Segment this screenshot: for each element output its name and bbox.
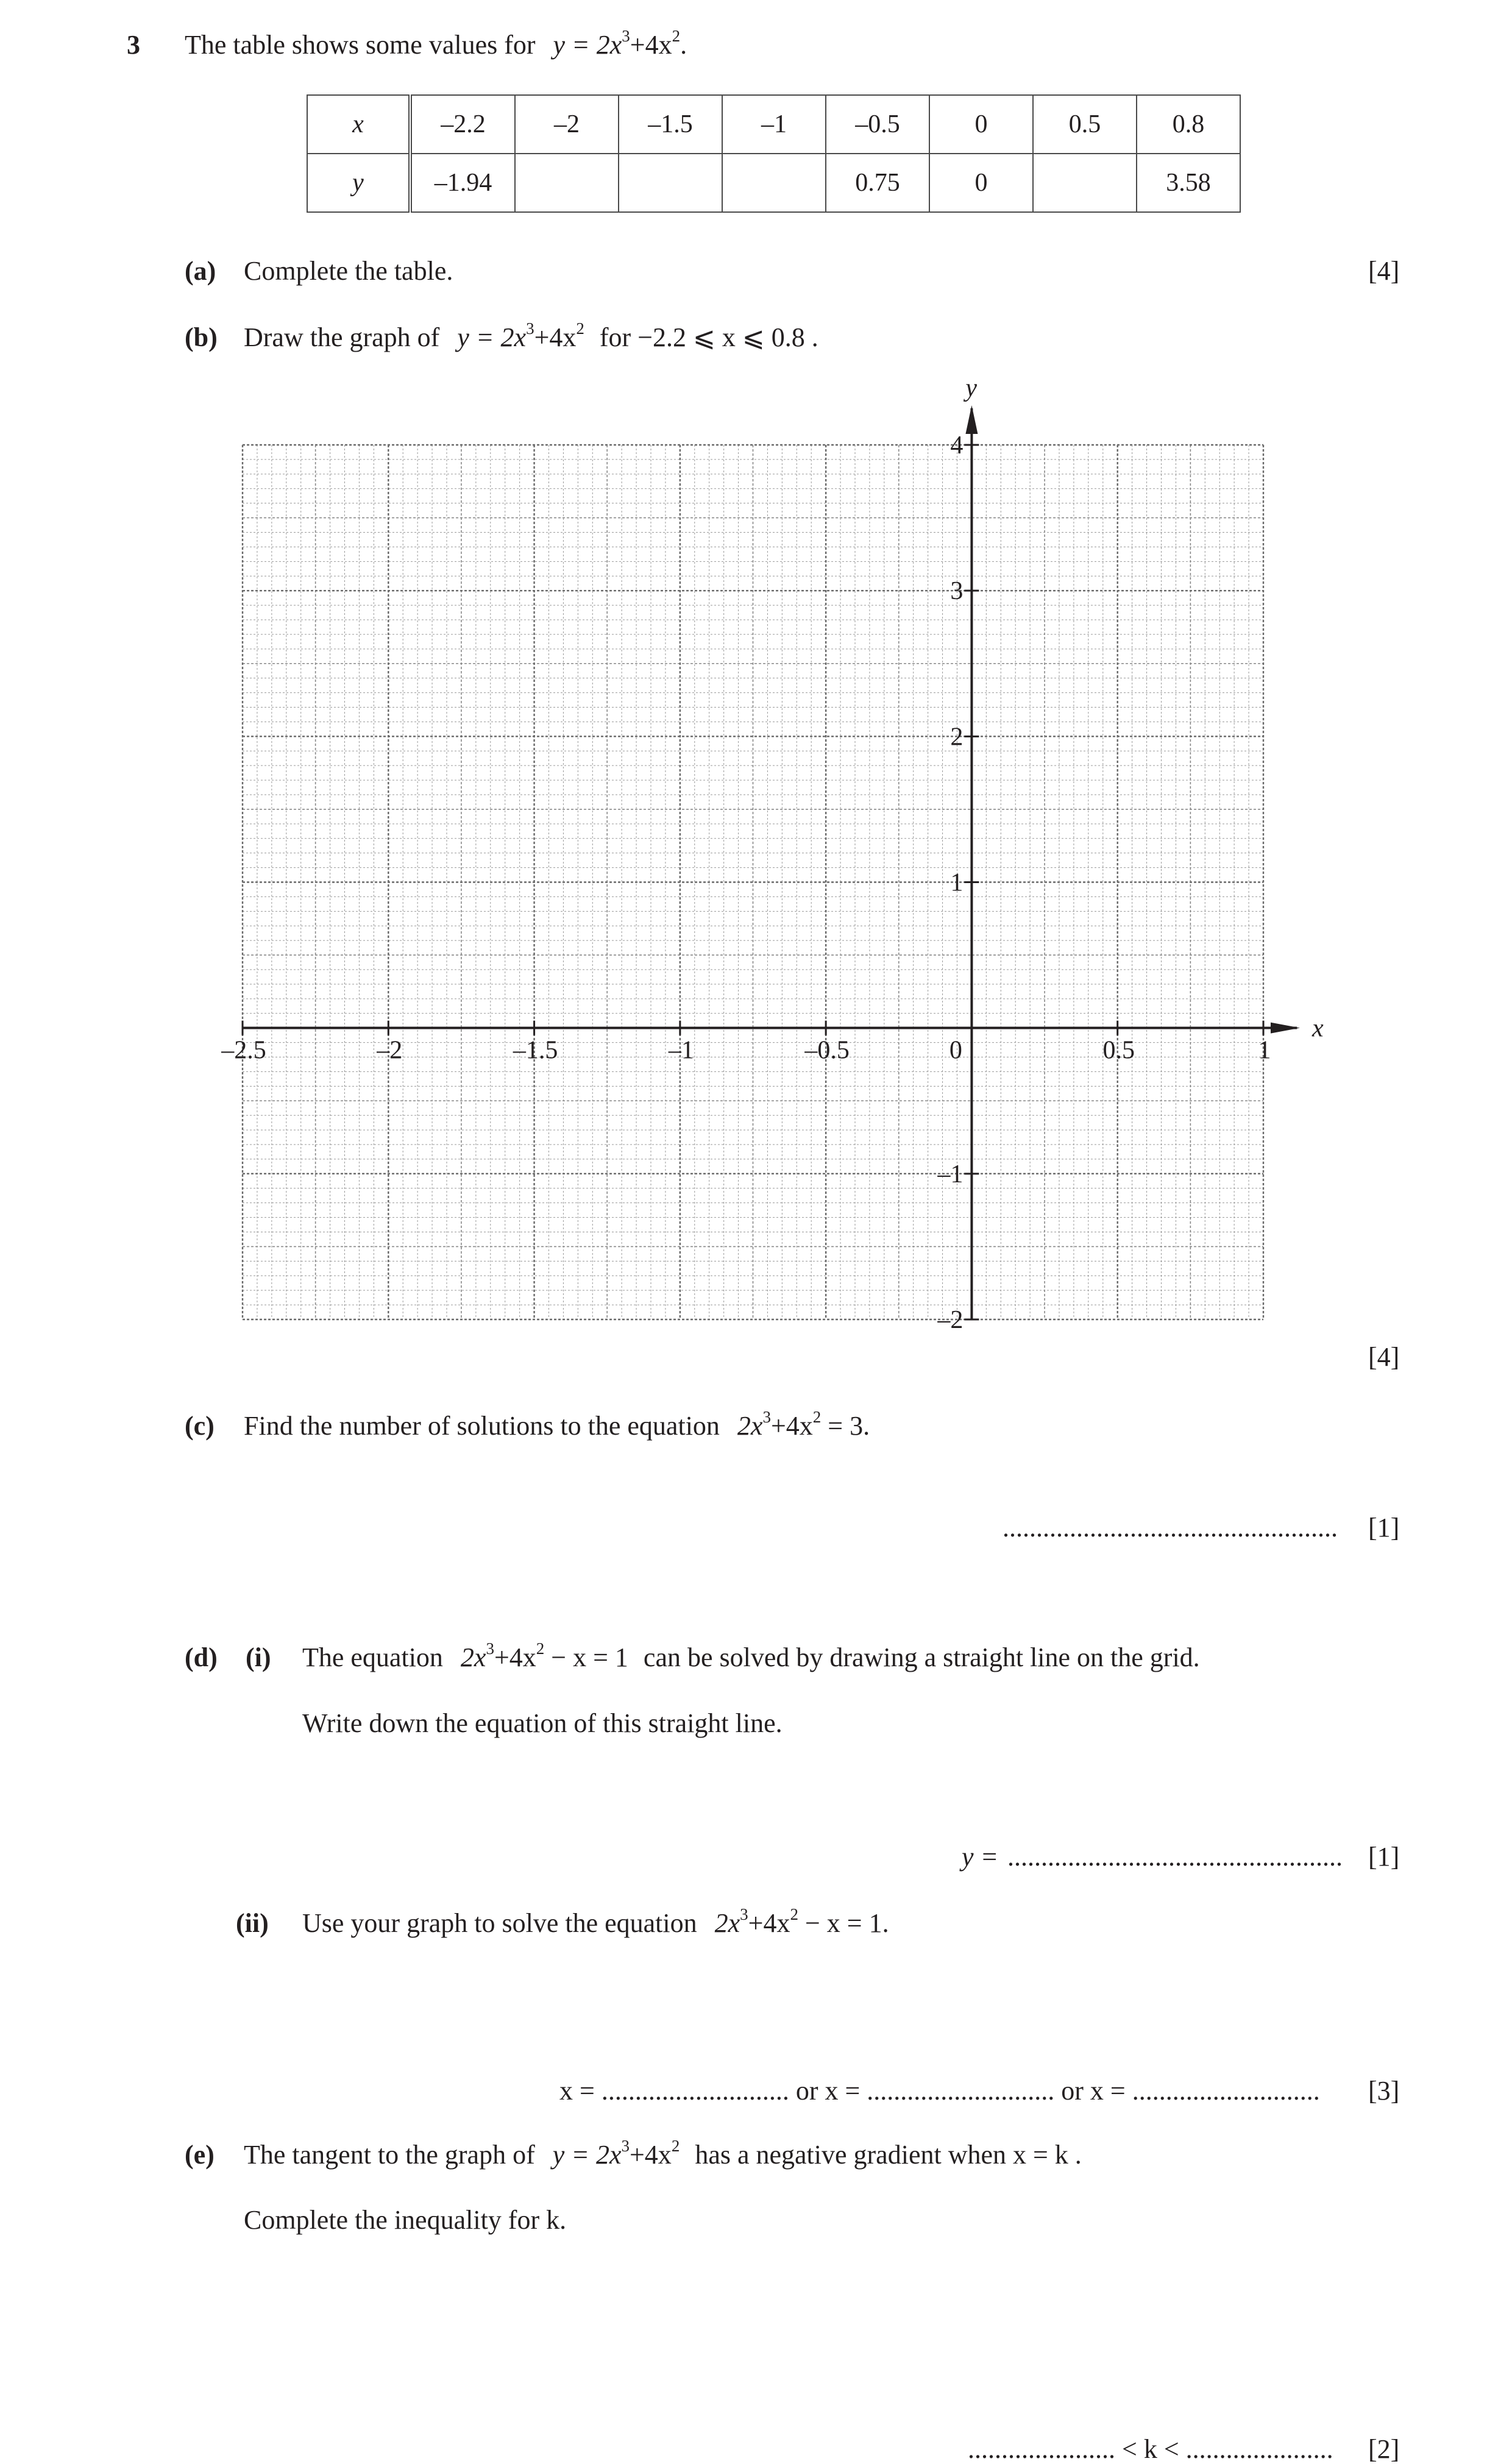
part-d-ii-eq-end: − x = 1. xyxy=(798,1908,889,1938)
question-intro-eq: y = 2x xyxy=(553,30,622,60)
x-tick-label: 0 xyxy=(949,1036,962,1065)
part-d-i-marks: [1] xyxy=(1368,1842,1400,1872)
question-intro-eq-tail: +4x xyxy=(630,30,672,60)
axes xyxy=(243,405,1300,1319)
table-row-x xyxy=(307,95,1240,154)
table-cell: –0.5 xyxy=(826,95,929,154)
part-e-text2: Complete the inequality for k. xyxy=(244,2205,567,2235)
table-cell-blank[interactable] xyxy=(1033,154,1137,212)
part-e-answer-line[interactable]: ...................... < k < ...................... xyxy=(968,2434,1333,2464)
y-tick-label: 3 xyxy=(950,577,964,606)
part-b-text: Draw the graph of $y = 2x^3+4x^2$ for −2.2 ⩽ x ⩽ 0.8 . xyxy=(244,319,818,352)
part-b-text-post: for −2.2 ⩽ x ⩽ 0.8 . xyxy=(599,322,818,352)
graph-grid[interactable] xyxy=(183,372,1341,1347)
part-d-ii-answer-line[interactable]: x = ............................ or x = ............................ or x = ............................ xyxy=(559,2076,1320,2106)
x-tick-label: –1.5 xyxy=(513,1036,558,1065)
x-tick-label: –2 xyxy=(377,1036,403,1065)
part-d-label: (d) xyxy=(185,1642,218,1672)
part-d-i-text-pre: The equation xyxy=(302,1642,443,1672)
question-intro: The table shows some values for $y = 2x^3+4x^2$. xyxy=(185,27,687,60)
part-d-i-text2: Write down the equation of this straight line. xyxy=(302,1708,783,1738)
part-a-text: Complete the table. xyxy=(244,256,453,286)
part-c-text: Find the number of solutions to the equation $2x^3+4x^2 = 3$. xyxy=(244,1408,870,1441)
table-cell: 0 xyxy=(929,154,1033,212)
part-c-label: (c) xyxy=(185,1411,215,1441)
table-cell: –1 xyxy=(722,95,826,154)
part-b-eq: y = 2x xyxy=(457,322,527,352)
table-cell: 0.75 xyxy=(826,154,929,212)
x-tick-label: 0.5 xyxy=(1102,1036,1135,1065)
y-tick-label: 1 xyxy=(950,868,964,897)
part-d-i-label: (i) xyxy=(246,1642,271,1672)
part-d-i-eq-tail: +4x xyxy=(494,1642,536,1672)
x-axis-label: x xyxy=(1312,1014,1324,1043)
table-cell: 0.8 xyxy=(1137,95,1240,154)
y-tick-label: 2 xyxy=(950,723,964,751)
values-table xyxy=(307,94,1241,213)
y-axis-label: y xyxy=(965,374,978,402)
table-cell: –1.5 xyxy=(619,95,722,154)
part-e-text-pre: The tangent to the graph of xyxy=(244,2140,535,2170)
x-tick-label: –0.5 xyxy=(804,1036,850,1065)
part-b-marks: [4] xyxy=(1368,1342,1400,1372)
part-d-ii-eq: 2x xyxy=(714,1908,740,1938)
question-number: 3 xyxy=(127,30,140,60)
table-cell: –2.2 xyxy=(410,95,515,154)
table-cell: 0.5 xyxy=(1033,95,1137,154)
part-e-label: (e) xyxy=(185,2140,215,2170)
part-d-i-text-post: can be solved by drawing a straight line on the grid. xyxy=(643,1642,1200,1672)
part-d-ii-label: (ii) xyxy=(236,1908,269,1938)
part-d-i-text: The equation $2x^3+4x^2 - x = 1$ can be solved by drawing a straight line on the grid. xyxy=(302,1639,1200,1672)
part-c-eq-tail: +4x xyxy=(770,1411,813,1441)
y-tick-label: 4 xyxy=(950,431,964,460)
part-b-eq-tail: +4x xyxy=(534,322,577,352)
table-cell: 0 xyxy=(929,95,1033,154)
part-e-text: The tangent to the graph of $y = 2x^3+4x^2$ has a negative gradient when x = k . xyxy=(244,2137,1082,2170)
part-d-ii-text-main: Use your graph to solve the equation xyxy=(302,1908,697,1938)
part-d-i-eq-end: − x = 1 xyxy=(544,1642,628,1672)
part-c-eq: 2x xyxy=(737,1411,763,1441)
part-c-answer-line[interactable]: .................................................. xyxy=(1003,1513,1338,1543)
part-e-marks: [2] xyxy=(1368,2434,1400,2464)
part-d-i-eq: 2x xyxy=(460,1642,486,1672)
part-e-eq-tail: +4x xyxy=(629,2140,672,2170)
x-tick-label: –2.5 xyxy=(221,1036,266,1065)
part-d-i-answer-prefix: y = xyxy=(962,1842,999,1872)
table-row-y xyxy=(307,154,1240,212)
part-c-eq-end: = 3. xyxy=(821,1411,870,1441)
table-x-header: x xyxy=(307,95,410,154)
part-b-text-pre: Draw the graph of xyxy=(244,322,440,352)
y-tick-label: –1 xyxy=(937,1160,964,1188)
y-axis-arrow-icon xyxy=(965,405,978,434)
part-c-marks: [1] xyxy=(1368,1513,1400,1543)
table-cell-blank[interactable] xyxy=(619,154,722,212)
part-b-label: (b) xyxy=(185,322,218,352)
part-a-marks: [4] xyxy=(1368,256,1400,286)
part-d-i-answer-line[interactable]: .................................................. xyxy=(1007,1842,1343,1872)
x-tick-label: –1 xyxy=(668,1036,694,1065)
table-cell: 3.58 xyxy=(1137,154,1240,212)
x-tick-label: 1 xyxy=(1258,1036,1271,1065)
table-cell: –2 xyxy=(515,95,619,154)
table-cell: –1.94 xyxy=(410,154,515,212)
part-c-text-main: Find the number of solutions to the equation xyxy=(244,1411,720,1441)
part-a-label: (a) xyxy=(185,256,216,286)
table-cell-blank[interactable] xyxy=(515,154,619,212)
question-intro-end: . xyxy=(680,30,687,60)
y-tick-label: –2 xyxy=(937,1306,964,1334)
part-e-eq: y = 2x xyxy=(552,2140,622,2170)
part-d-ii-text: Use your graph to solve the equation $2x^3+4x^2 - x = 1$. xyxy=(302,1905,889,1938)
question-intro-text: The table shows some values for xyxy=(185,30,536,60)
table-y-header: y xyxy=(307,154,410,212)
part-d-ii-marks: [3] xyxy=(1368,2076,1400,2106)
x-axis-arrow-icon xyxy=(1271,1023,1300,1034)
table-cell-blank[interactable] xyxy=(722,154,826,212)
part-d-ii-eq-tail: +4x xyxy=(748,1908,790,1938)
part-e-text-post: has a negative gradient when x = k . xyxy=(695,2140,1082,2170)
